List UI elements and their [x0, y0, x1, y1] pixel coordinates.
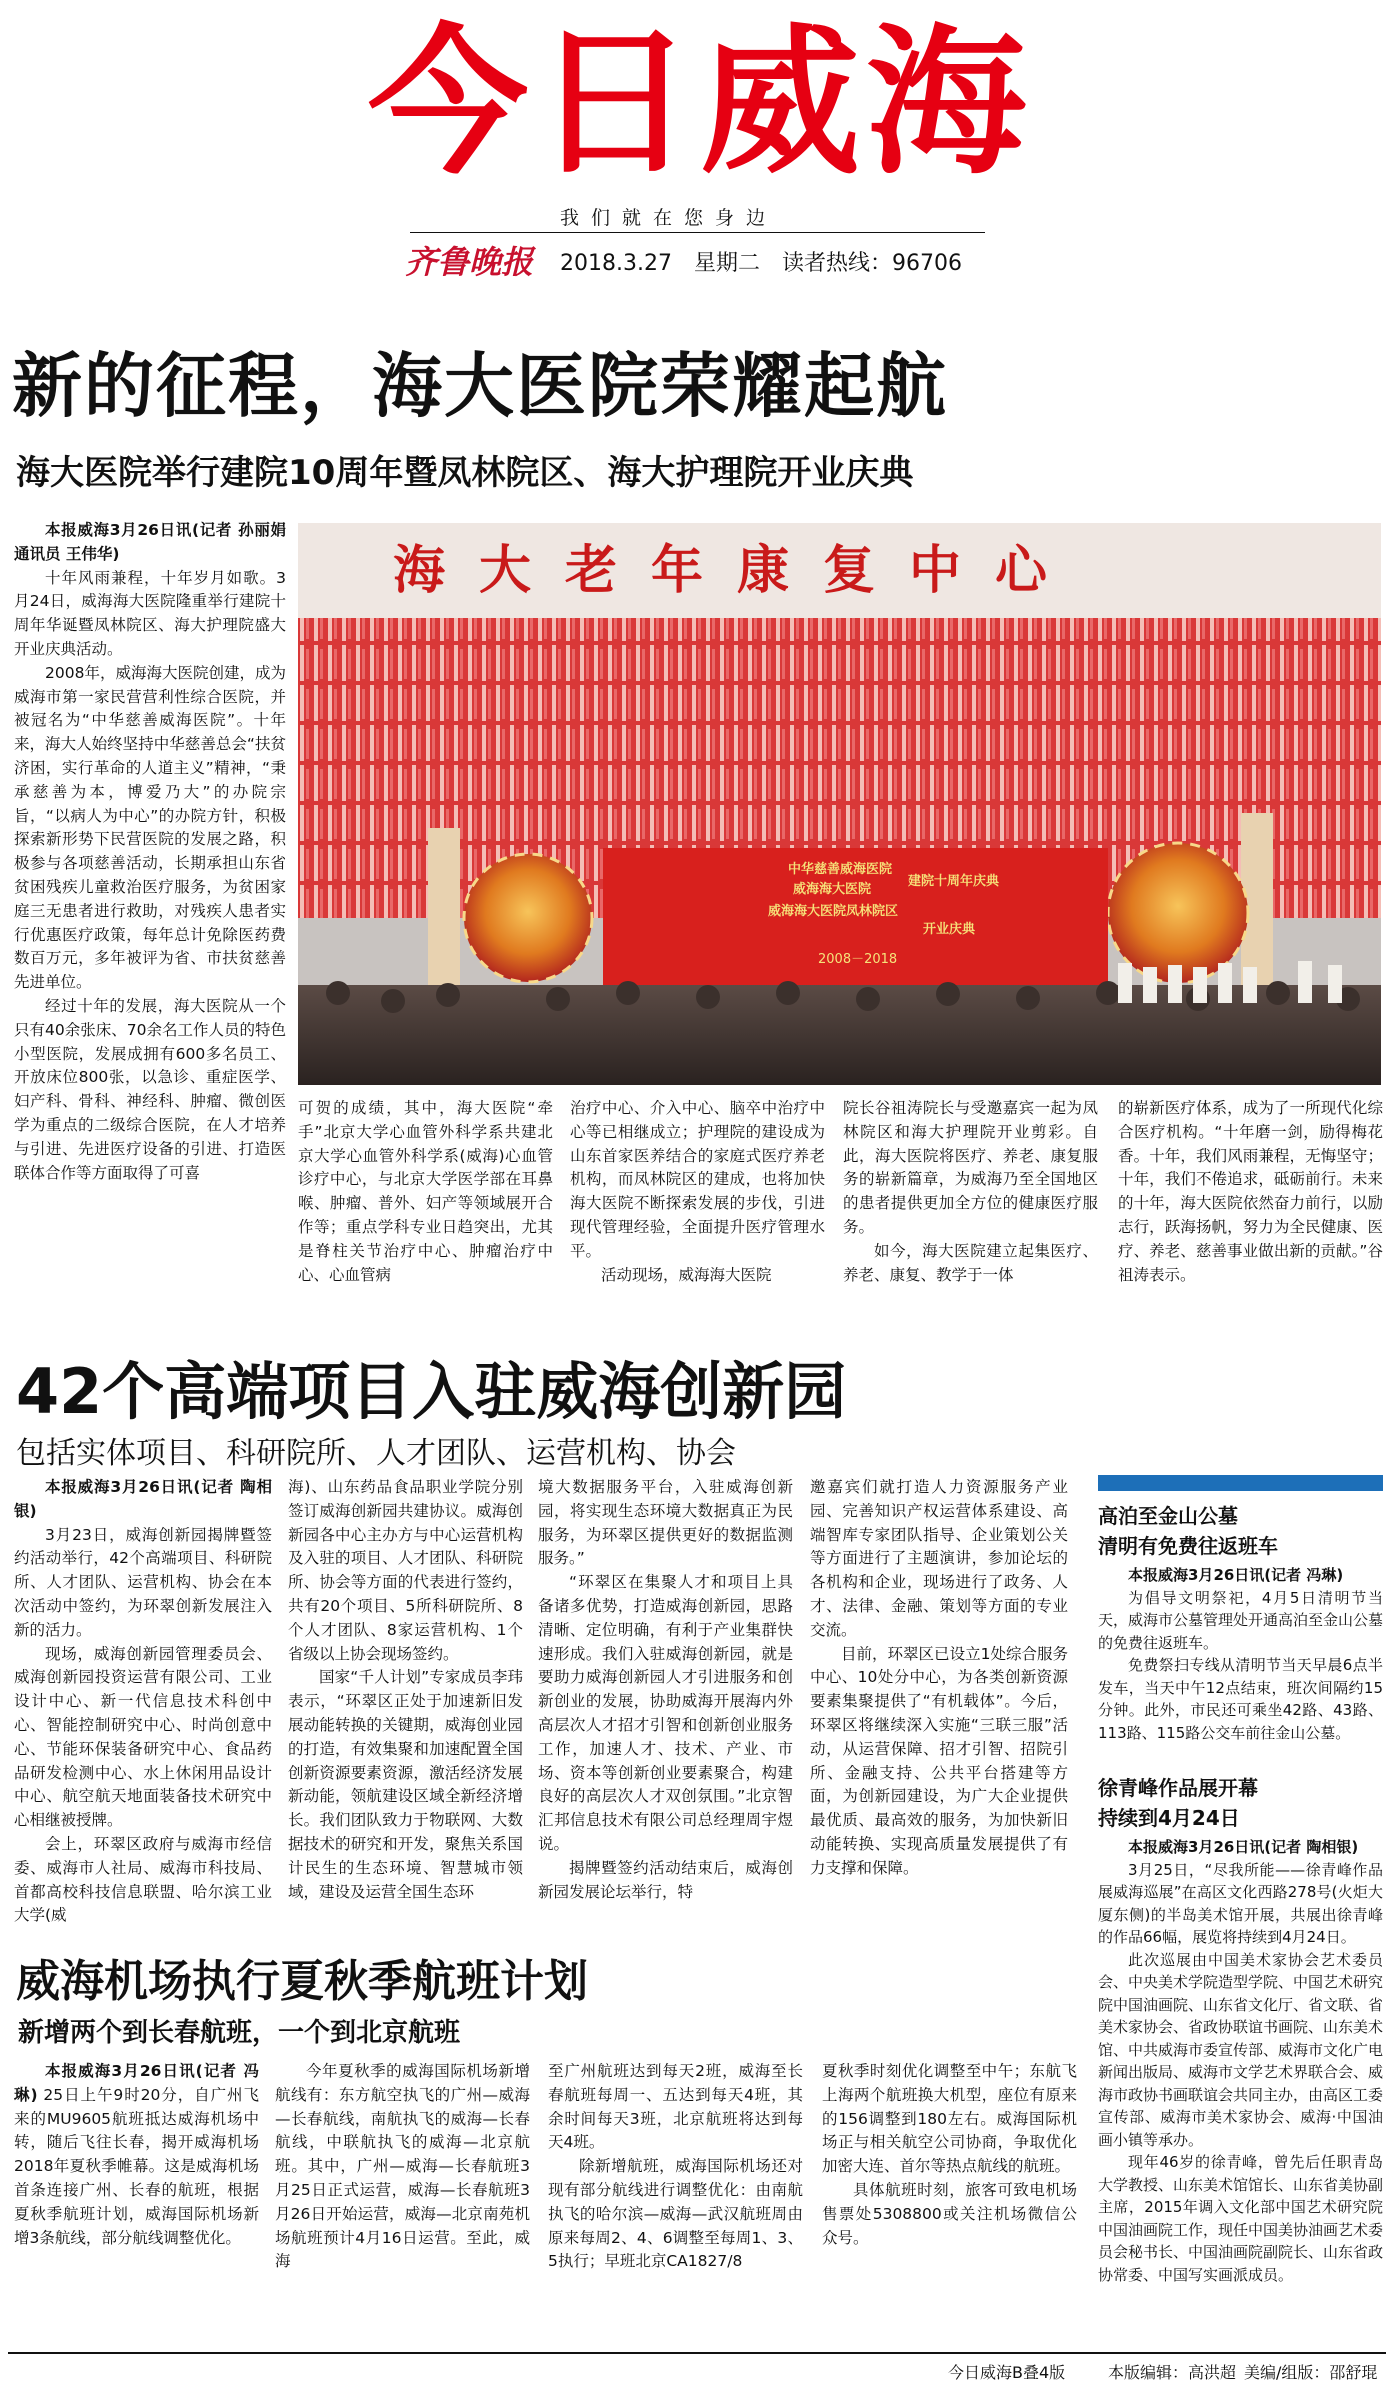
footer-divider	[8, 2352, 1386, 2354]
article3-paragraph: 具体航班时刻，旅客可致电机场售票处5308800或关注机场微信公众号。	[822, 2180, 1077, 2247]
sidebar-paragraph: 此次巡展由中国美术家协会艺术委员会、中央美术学院造型学院、中国艺术研究院中国油画院、山东省文化厅、省文联、省美术家协会、省政协联谊书画院、山东美术馆、中共威海市委宣传部、威海市文化广电新闻出版局、威海市文学艺术界联合会、威海市政协书画联谊会共同主办，由高区工委宣传部、威海市美术家协会、威海·中国油画小镇等承办。	[1098, 1950, 1383, 2149]
article3-headline: 威海机场执行夏秋季航班计划	[16, 1956, 588, 2007]
sidebar-item2-headline-1: 徐青峰作品展开幕	[1098, 1776, 1258, 1800]
article2-headline: 42个高端项目入驻威海创新园	[16, 1355, 847, 1428]
sidebar-paragraph: 为倡导文明祭祀，4月5日清明节当天，威海市公墓管理处开通高泊至金山公墓的免费往返班车。	[1098, 1588, 1383, 1652]
photo-stage-line-4: 威海海大医院凤林院区	[768, 904, 899, 919]
sidebar-paragraph: 3月25日，“尽我所能——徐青峰作品展威海巡展”在高区文化西路278号(火炬大厦东侧)的半岛美术馆开展，共展出徐青峰的作品66幅，展览将持续到4月24日。	[1098, 1860, 1383, 1946]
article1-column-1	[14, 519, 286, 1307]
article3-column-3	[548, 2060, 803, 2345]
article1-paragraph: 2008年，威海海大医院创建，成为威海市第一家民营营利性综合医院，并被冠名为“中华慈善威海医院”。十年来，海大人始终坚持中华慈善总会“扶贫济困，实行革命的人道主义”精神，“秉承慈善为本，博爱乃大”的办院宗旨，“以病人为中心”的办院方针，积极探索新形势下民营医院的发展之路，积极参与各项慈善活动，长期承担山东省贫困残疾儿童救治医疗服务，为贫困家庭三无患者进行救助，对残疾人患者实行优惠医疗政策，每年总计免除医药费数百万元，多年被评为省、市扶贫慈善先进单位。	[14, 663, 286, 992]
photo-stage-line-2: 威海海大医院	[793, 882, 872, 897]
photo-building-banner: 海大老年康复中心	[393, 541, 1082, 601]
article3-subheadline: 新增两个到长春航班，一个到北京航班	[18, 2018, 461, 2048]
sidebar-item1-body	[1098, 1564, 1383, 1764]
article3-paragraph: 至广州航班达到每天2班，威海至长春航班每周一、五达到每天4班，其余时间每天3班，北京航班将达到每天4班。	[548, 2062, 803, 2152]
footer-design: 美编/组版：邵舒琨	[1244, 2363, 1378, 2382]
article1-paragraph: 院长谷祖涛院长与受邀嘉宾一起为凤林院区和海大护理院开业剪彩。自此，海大医院将医疗、养老、康复服务的崭新篇章，为威海乃至全国地区的患者提供更加全方位的健康医疗服务。	[843, 1099, 1098, 1236]
article1-paragraph: 的崭新医疗体系，成为了一所现代化综合医疗机构。“十年磨一剑，励得梅花香。十年，我们风雨兼程，无悔坚守；十年，我们不倦追求，砥砺前行。未来的十年，海大医院依然奋力前行，以励志行，跃海扬帆，努力为全民健康、医疗、养老、慈善事业做出新的贡献。”谷祖涛表示。	[1118, 1099, 1383, 1284]
article1-column-5	[1118, 1097, 1383, 1312]
article1-paragraph: 如今，海大医院建立起集医疗、养老、康复、教学于一体	[843, 1241, 1098, 1284]
sidebar-item2-byline: 本报威海3月26日讯(记者 陶相银)	[1128, 1838, 1359, 1856]
article2-paragraph: 海)、山东药品食品职业学院分别签订威海创新园共建协议。威海创新园各中心主办方与中心运营机构及入驻的项目、人才团队、科研院所、协会等方面的代表进行签约，共有20个项目、5所科研院所、8个人才团队、8家运营机构、1个省级以上协会现场签约。	[288, 1478, 523, 1663]
article1-paragraph: 治疗中心、介入中心、脑卒中治疗中心等已相继成立；护理院的建设成为山东首家医养结合的家庭式医疗养老机构，而凤林院区的建成，也将加快海大医院不断探索发展的步伐，引进现代管理经验，全面提升医疗管理水平。	[570, 1099, 825, 1260]
article1-subheadline: 海大医院举行建院10周年暨凤林院区、海大护理院开业庆典	[16, 453, 914, 493]
article1-byline: 本报威海3月26日讯(记者 孙丽娟 通讯员 王伟华)	[14, 521, 286, 563]
article2-paragraph: 现场，威海创新园管理委员会、威海创新园投资运营有限公司、工业设计中心、新一代信息技术科创中心、智能控制研究中心、时尚创意中心、节能环保装备研究中心、食品药品研发检测中心、水上休闲用品设计中心、航空航天地面装备技术研究中心相继被授牌。	[14, 1644, 272, 1830]
article2-paragraph: 会上，环翠区政府与威海市经信委、威海市人社局、威海市科技局、首都高校科技信息联盟、哈尔滨工业大学(威	[14, 1834, 272, 1925]
sidebar-item1-byline: 本报威海3月26日讯(记者 冯琳)	[1128, 1566, 1344, 1584]
photo-stage-line-3: 建院十周年庆典	[908, 874, 1000, 889]
reader-hotline: 读者热线：96706	[781, 251, 962, 276]
article2-paragraph: 揭牌暨签约活动结束后，威海创新园发展论坛举行，特	[538, 1858, 793, 1901]
photo-stage-line-1: 中华慈善威海医院	[788, 862, 893, 877]
article2-column-3	[538, 1476, 793, 1926]
sidebar-item2-body	[1098, 1836, 1383, 2346]
photo-stage-years: 2008－2018	[818, 952, 898, 967]
article3-paragraph: 除新增航班，威海国际机场还对现有部分航线进行调整优化：由南航执飞的哈尔滨—威海—武汉航班周由原来每周2、4、6调整至每周1、3、5执行；早班北京CA1827/8	[548, 2157, 803, 2271]
sidebar-accent-bar	[1098, 1475, 1383, 1491]
article2-paragraph: 目前，环翠区已设立1处综合服务中心、10处分中心，为各类创新资源要素集聚提供了“有机载体”。今后，环翠区将继续深入实施“三联三服”活动，从运营保障、招才引智、招院引所、金融支持、公共平台搭建等方面，为创新园建设，为广大企业提供最优质、最高效的服务，为加快新旧动能转换、实现高质量发展提供了有力支撑和保障。	[810, 1644, 1068, 1877]
article2-paragraph: “环翠区在集聚人才和项目上具备诸多优势，打造威海创新园，思路清晰、定位明确，有利于产业集群快速形成。我们入驻威海创新园，就是要助力威海创新园人才引进服务和创新创业的发展，协助威海开展海内外高层次人才招才引智和创新创业服务工作，加速人才、技术、产业、市场、资本等创新创业要素聚合，构建良好的高层次人才双创氛围。”北京智汇邦信息技术有限公司总经理周宇煜说。	[538, 1573, 793, 1853]
article3-column-4	[822, 2060, 1077, 2345]
sidebar-item1-headline-1: 高泊至金山公墓	[1098, 1504, 1238, 1528]
article2-paragraph: 3月23日，威海创新园揭牌暨签约活动举行，42个高端项目、科研院所、人才团队、运营机构、协会在本次活动中签约，为环翠创新发展注入新的活力。	[14, 1525, 272, 1639]
article2-paragraph: 国家“千人计划”专家成员李玮表示，“环翠区正处于加速新旧发展动能转换的关键期，威海创业园的打造，有效集聚和加速配置全国创新资源要素资源，激活经济发展新动能，领航建设区域全新经济增长。我们团队致力于物联网、大数据技术的研究和开发，聚焦关系国计民生的生态环境、智慧城市领域，建设及运营全国生态环	[288, 1668, 523, 1901]
sidebar-item1-headline-2: 清明有免费往返班车	[1098, 1534, 1278, 1558]
article1-paragraph: 可贺的成绩，其中，海大医院“牵手”北京大学心血管外科学系共建北京大学心血管外科学系(威海)心血管诊疗中心，与北京大学医学部在耳鼻喉、肿瘤、普外、妇产等领域展开合作等；重点学科专业日趋突出，尤其是脊柱关节治疗中心、肿瘤治疗中心、心血管病	[298, 1099, 553, 1284]
article2-subheadline: 包括实体项目、科研院所、人才团队、运营机构、协会	[16, 1436, 736, 1471]
sidebar-paragraph: 现年46岁的徐青峰，曾先后任职青岛大学教授、山东美术馆馆长、山东省美协副主席，2015年调入文化部中国艺术研究院中国油画院工作，现任中国美协油画艺术委员会秘书长、中国油画院副院长、山东省政协常委、中国写实画派成员。	[1098, 2153, 1383, 2284]
article3-paragraph: 今年夏秋季的威海国际机场新增航线有：东方航空执飞的广州—威海—长春航线，南航执飞的威海—长春航线，中联航执飞的威海—北京航班。其中，广州—威海—长春航班3月25日正式运营，威海—长春航班3月26日开始运营，威海—北京南苑机场航班预计4月16日运营。至此，威海	[275, 2062, 530, 2271]
article2-paragraph: 境大数据服务平台，入驻威海创新园，将实现生态环境大数据真正为民服务，为环翠区提供更好的数据监测服务。”	[538, 1478, 793, 1568]
ceremony-photo	[298, 523, 1381, 1085]
article1-column-2	[298, 1097, 553, 1312]
masthead-divider	[410, 232, 985, 233]
article3-paragraph: 夏秋季时刻优化调整至中午；东航飞上海两个航班换大机型，座位有原来的156调整到180左右。威海国际机场正与相关航空公司协商，争取优化加密大连、首尔等热点航线的航班。	[822, 2062, 1077, 2176]
article3-column-2	[275, 2060, 530, 2345]
article3-paragraph: 25日上午9时20分，自广州飞来的MU9605航班抵达威海机场中转，随后飞往长春，揭开威海机场2018年夏秋季帷幕。这是威海机场首条连接广州、长春的航班，根据夏秋季航班计划，威海国际机场新增3条航线，部分航线调整优化。	[14, 2085, 259, 2247]
article1-paragraph: 活动现场，威海海大医院	[601, 1265, 772, 1284]
sidebar-item2-headline-2: 持续到4月24日	[1098, 1806, 1240, 1830]
article3-column-1	[14, 2060, 259, 2345]
article1-headline: 新的征程，海大医院荣耀起航	[12, 345, 948, 427]
masthead-title: 今日威海	[367, 9, 1032, 196]
article1-column-4	[843, 1097, 1098, 1312]
article1-paragraph: 十年风雨兼程，十年岁月如歌。3月24日，威海海大医院隆重举行建院十周年华诞暨凤林院区、海大护理院盛大开业庆典活动。	[14, 568, 286, 658]
article1-paragraph: 经过十年的发展，海大医院从一个只有40余张床、70余名工作人员的特色小型医院，发展成拥有600多名员工、开放床位800张，以急诊、重症医学、妇产科、骨科、神经科、肿瘤、微创医学为重点的二级综合医院，在人才培养与引进、先进医疗设备的引进、打造医联体合作等方面取得了可喜	[14, 996, 286, 1182]
issue-weekday: 星期二	[693, 251, 760, 276]
article2-paragraph: 邀嘉宾们就打造人力资源服务产业园、完善知识产权运营体系建设、高端智库专家团队指导、企业策划公关等方面进行了主题演讲，参加论坛的各机构和企业，现场进行了政务、人才、法律、金融、策划等方面的专业交流。	[810, 1478, 1068, 1639]
footer-editor: 本版编辑：高洪超	[1108, 2363, 1237, 2382]
sidebar-paragraph: 免费祭扫专线从清明节当天早晨6点半发车，当天中午12点结束，班次间隔约15分钟。此外，市民还可乘坐42路、43路、113路、115路公交车前往金山公墓。	[1098, 1656, 1383, 1742]
issue-date: 2018.3.27	[560, 251, 672, 276]
photo-stage-line-5: 开业庆典	[923, 922, 976, 937]
paper-name-logo: 齐鲁晚报	[405, 243, 534, 281]
article2-column-4	[810, 1476, 1068, 1926]
article2-byline: 本报威海3月26日讯(记者 陶相银)	[14, 1478, 272, 1520]
footer-page-label: 今日威海B叠4版	[948, 2363, 1066, 2382]
article3-byline: 本报威海3月26日讯(记者 冯琳)	[14, 2062, 259, 2104]
article2-column-1	[14, 1476, 272, 1926]
article2-column-2	[288, 1476, 523, 1926]
dateline	[560, 246, 984, 277]
article1-column-3	[570, 1097, 825, 1312]
masthead-slogan: 我们就在您身边	[560, 207, 778, 229]
